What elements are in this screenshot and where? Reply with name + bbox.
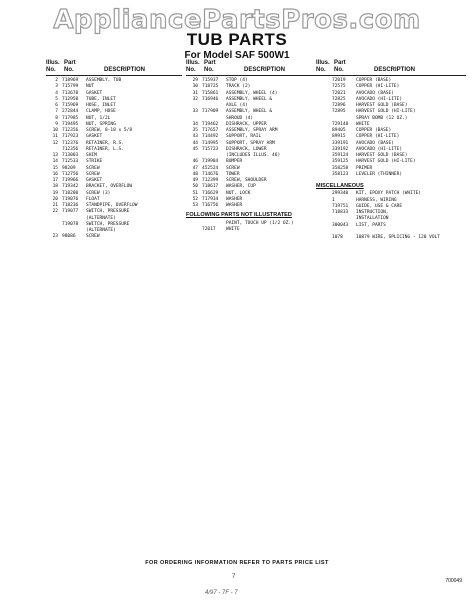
column-header (186, 60, 316, 76)
illus-no: 9 (55, 121, 58, 127)
description: STOP (4) (226, 78, 248, 83)
illus-no: 32 (192, 96, 198, 102)
description: WHITE (226, 226, 240, 232)
description: SCREW (3) (86, 190, 111, 196)
description: SHROUD (4) (226, 115, 254, 121)
illus-no: 47 (192, 165, 198, 171)
header-no: No. (64, 67, 74, 73)
part-no: 719077 (62, 209, 79, 215)
part-no: 1 (332, 197, 335, 203)
description: TUBE, INLET (86, 96, 116, 102)
illus-no: 45 (192, 146, 198, 152)
parts-column-3 (316, 60, 466, 241)
description: WASHER (226, 203, 243, 208)
part-no: 72825 (332, 96, 346, 102)
description: GASKET (86, 90, 103, 96)
description: TRACK (2) (226, 84, 251, 90)
part-no: 716756 (202, 203, 219, 208)
part-no: 716629 (202, 190, 219, 196)
description: SCREW (86, 165, 100, 171)
part-no: 719462 (202, 121, 219, 127)
section-heading-text: MISCELLANEOUS (316, 183, 364, 189)
part-no: 718969 (62, 78, 79, 83)
description: INSTALLATION (356, 216, 389, 222)
description: NUT, 1/2L (86, 115, 111, 121)
header-no: No. (316, 67, 326, 73)
header-no: No. (46, 67, 56, 73)
description: PRIMER (356, 165, 373, 171)
description: (INCLUDES ILLUS. 46) (226, 153, 281, 158)
illus-no: 4 (55, 90, 58, 96)
description: SPRAY BOMB (12 OZ.) (356, 115, 408, 121)
illus-no: 31 (192, 90, 198, 96)
illus-no: 50 (192, 184, 198, 190)
part-no: 358123 (332, 171, 349, 177)
part-no: 715799 (62, 84, 79, 90)
part-no: 299340 (332, 191, 349, 197)
illus-no: 49 (192, 178, 198, 183)
description: INSTRUCTION, (356, 210, 389, 215)
description: SUPPORT, RAIL (226, 134, 262, 140)
illus-no: 44 (192, 140, 198, 146)
header-illus: Illus. (316, 60, 330, 66)
illus-no: 15 (52, 165, 58, 171)
part-no: 72896 (332, 103, 346, 108)
description: KIT, EPOXY PATCH (WHITE) (356, 191, 422, 197)
description: 10879 WIRE, SPLICING - 120 VOLT (356, 235, 440, 240)
parts-list (186, 78, 316, 209)
description: DISHRACK, LOWER (226, 146, 267, 152)
section-heading (186, 212, 316, 218)
part-no: 718236 (62, 203, 79, 208)
part-no: 713003 (62, 153, 79, 158)
document-code: 700049 (445, 578, 462, 584)
part-no: 712356 (62, 128, 79, 133)
description: DISHRACK, UPPER (226, 121, 267, 127)
illus-no: 52 (192, 196, 198, 202)
part-no: 339192 (332, 146, 349, 152)
header-description: DESCRIPTION (244, 67, 286, 73)
part-no: 717909 (202, 109, 219, 115)
column-header (46, 60, 182, 76)
part-no: 715861 (202, 90, 219, 96)
part-no: 712756 (62, 171, 79, 177)
illus-no: 19 (52, 190, 58, 196)
part-no: 714676 (202, 171, 219, 177)
description: COPPER (HI-LITE) (356, 84, 400, 90)
part-no: 718280 (62, 190, 79, 196)
part-no: 716946 (202, 96, 219, 102)
header-part: Part (204, 60, 216, 66)
header-description: DESCRIPTION (104, 67, 146, 73)
part-no: 717923 (62, 134, 79, 140)
illus-no: 3 (55, 84, 58, 90)
part-no: 452524 (202, 165, 219, 171)
parts-column-1 (46, 60, 182, 241)
description: HARVEST GOLD (HI-LITE) (356, 109, 416, 115)
part-no: 718617 (202, 184, 219, 190)
illus-no: 8 (55, 115, 58, 121)
parts-column-2 (186, 60, 316, 233)
description: SCREW, 8-18 x 5/8 (86, 128, 133, 133)
description: BUMPER (226, 159, 243, 165)
description: ASSEMBLY, WHEEL (4) (226, 90, 278, 96)
part-no: 715723 (202, 146, 219, 152)
description: AVOCADO (BASE) (356, 90, 394, 96)
part-no: 719966 (62, 178, 79, 183)
part-no: 72019 (332, 78, 346, 83)
description: SUPPORT, SPRAY ARM (226, 140, 275, 146)
part-no: 300043 (332, 222, 349, 228)
description: (ALTERNATE) (86, 215, 116, 221)
description: RETAINER, R.S. (86, 140, 124, 146)
parts-list (46, 78, 182, 241)
illus-no: 23 (52, 234, 58, 240)
illus-no: 6 (55, 103, 58, 108)
header-no: No. (334, 67, 344, 73)
part-no: 719495 (62, 121, 79, 127)
part-no: 713678 (62, 90, 79, 96)
description: COPPER (BASE) (356, 128, 392, 133)
part-no: 72575 (332, 84, 346, 90)
illus-no: 20 (52, 196, 58, 202)
footer-note: FOR ORDERING INFORMATION REFER TO PARTS PRICE LIST (145, 560, 329, 566)
illus-no: 51 (192, 190, 198, 196)
part-no: 359124 (332, 153, 349, 158)
description: (ALTERNATE) (86, 228, 116, 233)
illus-no: 18 (52, 184, 58, 190)
part-no: 714995 (202, 140, 219, 146)
description: SWITCH, PRESSURE (86, 209, 130, 215)
part-no: 717985 (62, 115, 79, 121)
description: GASKET (86, 134, 103, 140)
part-no: 98086 (62, 234, 76, 240)
description: WASHER (226, 196, 243, 202)
part-no: 712356 (62, 146, 79, 152)
section-heading-text: FOLLOWING PARTS NOT ILLUSTRATED (186, 212, 292, 219)
part-no: 712533 (62, 159, 79, 165)
part-no: 358258 (332, 165, 349, 171)
illus-no: 46 (192, 159, 198, 165)
part-no: 89915 (332, 134, 346, 140)
table-row (186, 203, 316, 209)
illus-no: 35 (192, 128, 198, 133)
illus-no: 2 (55, 78, 58, 83)
description: AVOCADO (HI-LITE) (356, 96, 403, 102)
description: CLAMP, HOSE (86, 109, 116, 115)
part-no: 98209 (62, 165, 76, 171)
part-no: 72021 (332, 90, 346, 96)
illus-no: 10 (52, 128, 58, 133)
part-no: 715969 (62, 103, 79, 108)
header-no: No. (186, 67, 196, 73)
illus-no: 53 (192, 203, 198, 208)
parts-list (186, 221, 316, 234)
illus-no: 16 (52, 171, 58, 177)
description: HARVEST GOLD (BASE) (356, 103, 408, 108)
illus-no: 17 (52, 178, 58, 183)
description: STRIKE (86, 159, 103, 165)
description: BRACKET, OVERFLOW (86, 184, 133, 190)
watermark: AppliancePartsPros.com (53, 5, 421, 35)
part-no: 72017 (202, 226, 216, 232)
description: WASHER, CUP (226, 184, 256, 190)
part-no: 718833 (332, 210, 349, 215)
part-no: 712376 (62, 140, 79, 146)
description: GUIDE, USE & CARE (356, 203, 403, 209)
description: ASSEMBLY, SPRAY ARM (226, 128, 278, 133)
part-no: 719076 (62, 196, 79, 202)
part-no: 359125 (332, 159, 349, 165)
description: HOSE, INLET (86, 103, 116, 108)
description: AXLE (4) (226, 103, 248, 108)
part-no: 729148 (332, 121, 349, 127)
part-no: 1078 (332, 235, 343, 240)
description: NUT (86, 84, 95, 90)
illus-no: 11 (52, 134, 58, 140)
header-illus: Illus. (46, 60, 60, 66)
part-no: 719751 (332, 203, 349, 209)
description: COPPER (BASE) (356, 78, 392, 83)
page-number: 7 (232, 574, 236, 580)
description: PAINT, TOUCH UP (1/2 OZ.) (226, 220, 294, 226)
table-row (186, 227, 316, 233)
illus-no: 34 (192, 121, 198, 127)
part-no: 718725 (202, 84, 219, 90)
description: TOWER (226, 171, 240, 177)
table-row (316, 172, 466, 178)
illus-no: 13 (52, 153, 58, 158)
description: SWITCH, PRESSURE (86, 221, 130, 227)
page-title: TUB PARTS (186, 30, 288, 49)
table-row (316, 235, 466, 241)
illus-no: 29 (192, 78, 198, 83)
description: SCREW (86, 234, 100, 240)
illus-no: 21 (52, 203, 58, 208)
description: HARNESS, WIRING (356, 197, 397, 203)
part-no: 89405 (332, 128, 346, 133)
description: LEVELER (THINNER) (356, 171, 403, 177)
illus-no: 33 (192, 109, 198, 115)
description: FLOAT (86, 196, 100, 202)
part-no: 339191 (332, 140, 349, 146)
description: SCREW, SHOULDER (226, 178, 267, 183)
illus-no: 14 (52, 159, 58, 165)
part-no: 717934 (202, 196, 219, 202)
illus-no: 5 (55, 96, 58, 102)
description: WHITE (356, 121, 370, 127)
description: NUT, LOCK (226, 190, 251, 196)
illus-no: 43 (192, 134, 198, 140)
column-header (316, 60, 466, 76)
page-subtitle: For Model SAF 500W1 (184, 50, 290, 61)
header-description: DESCRIPTION (374, 67, 416, 73)
header-part: Part (334, 60, 346, 66)
description: ASSEMBLY, TUB (86, 78, 122, 83)
description: SCREW (86, 171, 100, 177)
part-no: 714492 (202, 134, 219, 140)
illus-no: 48 (192, 171, 198, 177)
section-heading (316, 183, 466, 189)
part-no: 719984 (202, 159, 219, 165)
description: ASSEMBLY, WHEEL & (226, 109, 273, 115)
description: SCREW (226, 165, 240, 171)
parts-list (316, 191, 466, 241)
description: HARVEST GOLD (HI-LITE) (356, 159, 416, 165)
illus-no: 22 (52, 209, 58, 215)
part-no: 712958 (62, 96, 79, 102)
header-no: No. (204, 67, 214, 73)
part-no: 712399 (202, 178, 219, 183)
illus-no: 7 (55, 109, 58, 115)
description: SHIM (86, 153, 97, 158)
description: NUT, SPRING (86, 121, 116, 127)
description: HARVEST GOLD (BASE) (356, 153, 408, 158)
part-no: 72895 (332, 109, 346, 115)
part-no: 715937 (202, 78, 219, 83)
part-no: 719078 (62, 221, 79, 227)
description: AVOCADO (BASE) (356, 140, 394, 146)
description: STANDPIPE, OVERFLOW (86, 203, 138, 208)
illus-no: 12 (52, 140, 58, 146)
illus-no: 30 (192, 84, 198, 90)
handwritten-note: 4/97 - 7F - 7 (205, 590, 238, 596)
header-part: Part (64, 60, 76, 66)
description: LIST, PARTS (356, 222, 386, 228)
description: RETAINER, L.S. (86, 146, 124, 152)
part-no: 272844 (62, 109, 79, 115)
description: AVOCADO (HI-LITE) (356, 146, 403, 152)
parts-list (316, 78, 466, 178)
description: GASKET (86, 178, 103, 183)
part-no: 717657 (202, 128, 219, 133)
table-row (46, 234, 182, 240)
description: COPPER (HI-LITE) (356, 134, 400, 140)
description: ASSEMBLY, WHEEL & (226, 96, 273, 102)
part-no: 719342 (62, 184, 79, 190)
header-illus: Illus. (186, 60, 200, 66)
